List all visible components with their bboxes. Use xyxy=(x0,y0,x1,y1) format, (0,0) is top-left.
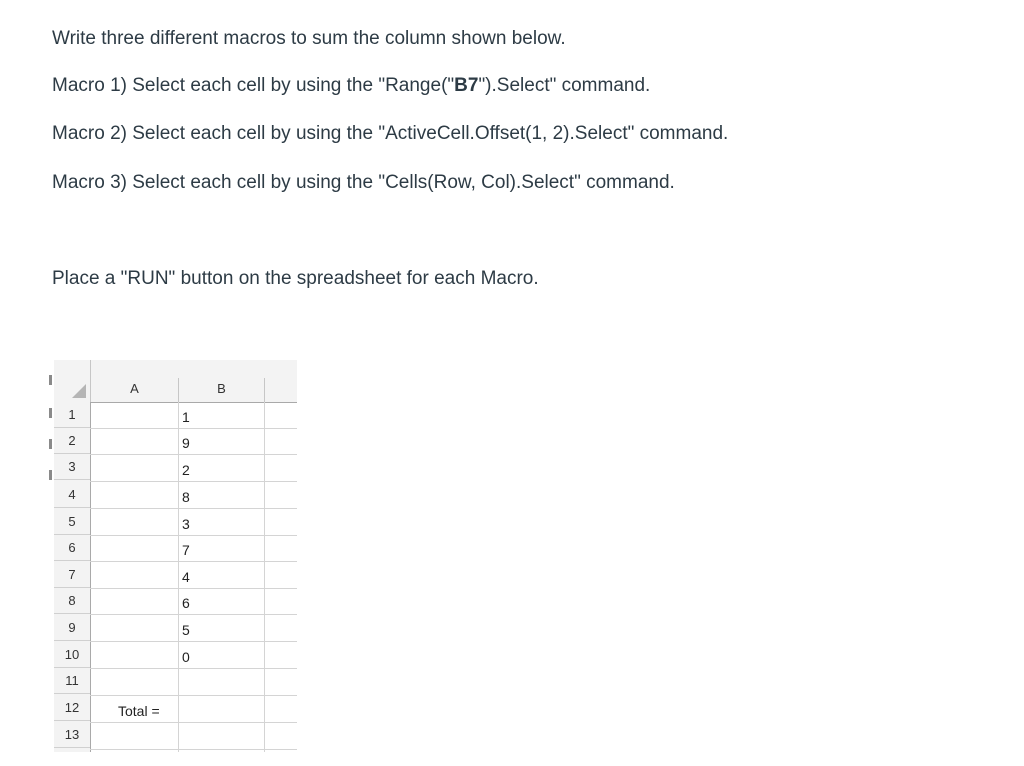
macro-1-prefix: Macro 1) Select each cell by using the "Range(" xyxy=(52,75,455,96)
cell-b3: 2 xyxy=(182,462,190,478)
grid-line xyxy=(90,641,297,642)
grid-line xyxy=(90,535,297,536)
grid-line xyxy=(90,695,297,696)
row-number: 1 xyxy=(54,402,90,428)
row-number: 11 xyxy=(54,668,90,694)
margin-mark xyxy=(49,375,52,385)
row-number: 12 xyxy=(54,695,90,721)
macro-1-instruction xyxy=(52,74,650,98)
margin-mark xyxy=(49,470,52,480)
cell-b8: 6 xyxy=(182,595,190,611)
cell-b2: 9 xyxy=(182,435,190,451)
run-button-instruction: Place a "RUN" button on the spreadsheet for each Macro. xyxy=(52,268,539,289)
row-number: 13 xyxy=(54,722,90,748)
row-number: 10 xyxy=(54,642,90,668)
column-header-row xyxy=(54,360,297,403)
row-number: 8 xyxy=(54,588,90,614)
grid-line xyxy=(90,588,297,589)
row-number: 4 xyxy=(54,482,90,508)
grid-line xyxy=(90,481,297,482)
grid-line xyxy=(90,428,297,429)
row-number: 6 xyxy=(54,535,90,561)
cell-b5: 3 xyxy=(182,516,190,532)
grid-line xyxy=(90,508,297,509)
grid-line xyxy=(90,749,297,750)
cell-b7: 4 xyxy=(182,569,190,585)
cell-b9: 5 xyxy=(182,622,190,638)
grid-line xyxy=(90,614,297,615)
cell-b4: 8 xyxy=(182,489,190,505)
row-number: 2 xyxy=(54,428,90,454)
column-header-b: B xyxy=(179,378,265,402)
grid-line xyxy=(264,402,265,752)
grid-line xyxy=(90,454,297,455)
macro-3-instruction: Macro 3) Select each cell by using the "Cells(Row, Col).Select" command. xyxy=(52,172,675,193)
column-header-a: A xyxy=(91,378,179,402)
macro-2-instruction: Macro 2) Select each cell by using the "ActiveCell.Offset(1, 2).Select" command. xyxy=(52,123,729,144)
row-number: 3 xyxy=(54,454,90,480)
select-all-triangle-icon xyxy=(72,384,86,398)
cell-b10: 0 xyxy=(182,649,190,665)
macro-1-suffix: ").Select" command. xyxy=(478,75,651,96)
total-label-cell: Total = xyxy=(118,703,160,719)
margin-mark xyxy=(49,439,52,449)
row-number: 5 xyxy=(54,509,90,535)
macro-1-cell-ref: B7 xyxy=(454,75,479,96)
grid-line xyxy=(90,561,297,562)
row-number: 9 xyxy=(54,615,90,641)
instruction-intro: Write three different macros to sum the column shown below. xyxy=(52,28,566,49)
margin-mark xyxy=(49,408,52,418)
select-all-corner xyxy=(54,360,91,402)
spreadsheet-image xyxy=(54,360,297,752)
grid-line xyxy=(90,668,297,669)
row-number: 7 xyxy=(54,562,90,588)
cell-b1: 1 xyxy=(182,409,190,425)
grid-line xyxy=(178,402,179,752)
cell-b6: 7 xyxy=(182,542,190,558)
row-number-column xyxy=(54,402,91,752)
